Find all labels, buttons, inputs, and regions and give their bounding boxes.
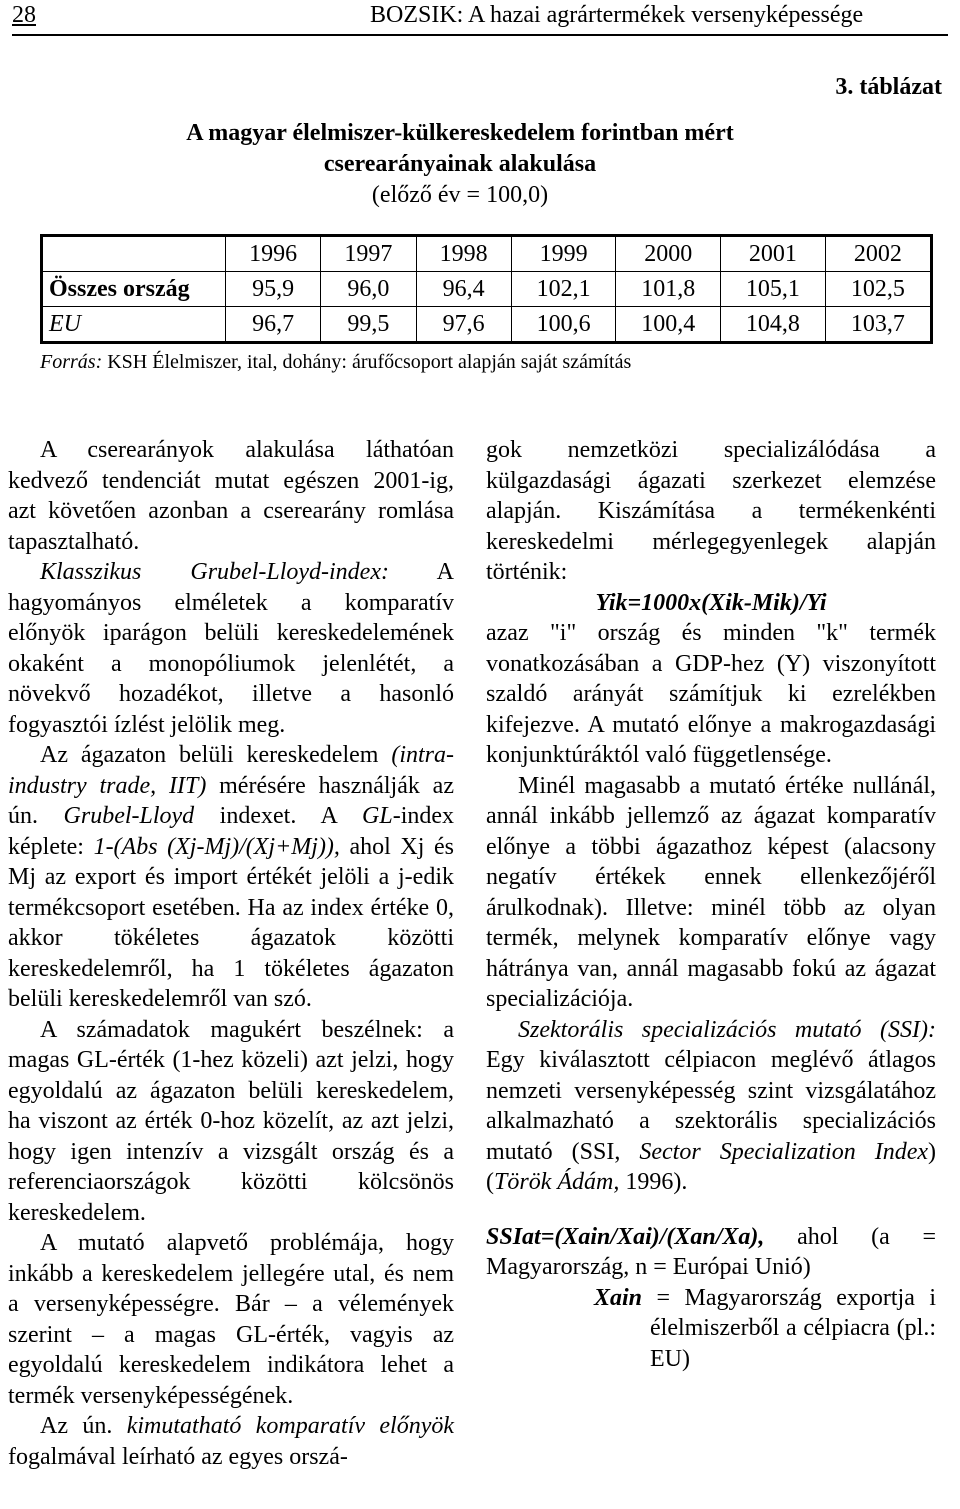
table-row bbox=[42, 307, 932, 343]
value-cell: 101,8 bbox=[616, 272, 721, 307]
value-cell: 95,9 bbox=[226, 272, 321, 307]
paragraph-text: Az ágazaton belüli kereskedelem bbox=[40, 742, 392, 768]
table-label: 3. táblázat bbox=[835, 74, 942, 100]
year-cell: 1998 bbox=[416, 236, 511, 272]
value-cell: 99,5 bbox=[321, 307, 416, 343]
paragraph-text: ) ( bbox=[486, 1138, 936, 1195]
source-label: Forrás: bbox=[40, 351, 103, 373]
citation-italic: Török Ádám, bbox=[494, 1169, 620, 1195]
year-cell: 2000 bbox=[616, 236, 721, 272]
paragraph-text: ahol Xj és Mj az export és import értékét jelöli a j-edik termékcsoport esetében. Ha az index értéke 0, akkor tökéletes ágazatok közötti kereskedelemről, ha 1 tökéletes ágazaton belüli kereskedelemről van szó. bbox=[8, 833, 455, 1012]
paragraph-text: ahol (a = Magyarország, n = Európai Unió) bbox=[486, 1223, 936, 1280]
term-italic: Klasszikus Grubel-Lloyd-index: bbox=[40, 559, 389, 585]
row-label-all-countries: Összes ország bbox=[42, 272, 226, 307]
paragraph: A cserearányok alakulása láthatóan kedvező tendenciát mutat egészen 2001-ig, azt követően azonban a cserearány romlása tapasztalható. bbox=[8, 437, 454, 555]
terms-of-trade-table bbox=[40, 234, 933, 344]
year-cell: 1999 bbox=[511, 236, 616, 272]
paragraph-text: 1996). bbox=[619, 1169, 688, 1195]
table-title-line3: (előző év = 100,0) bbox=[371, 182, 549, 208]
yik-formula: Yik=1000x(Xik-Mik)/Yi bbox=[595, 589, 827, 616]
xain-definition bbox=[486, 1283, 936, 1375]
paragraph: azaz "i" ország és minden "k" termék vonatkozásában a GDP-hez (Y) viszonyított szaldó arányát számítjuk ki ezrelékben kifejezve. A mutató előnye a makrogazdasági konjunktúráktól való függetlensége. bbox=[486, 620, 936, 768]
year-cell: 2002 bbox=[825, 236, 931, 272]
paragraph-text: Az ún. bbox=[40, 1413, 127, 1439]
value-cell: 96,0 bbox=[321, 272, 416, 307]
paragraph-text: indexet. A bbox=[194, 803, 363, 829]
term-italic: GL bbox=[362, 803, 393, 829]
paragraph: gok nemzetközi specializálódása a külgazdasági ágazati szerkezet elemzése alapján. Kiszámítása a termékenkénti kereskedelmi mérlegegyenlegek alapján történik: bbox=[486, 437, 936, 585]
paragraph: Minél magasabb a mutató értéke nullánál, annál inkább jellemző az ágazat komparatív előnye a többi ágazathoz képest (alacsony negatív értékek ennek ellenkezőjéről árulkodnak). Illetve: minél több az olyan termék, melynek komparatív előnye vagy hátránya van, annál magasabb fokú az ágazat specializációja. bbox=[486, 772, 936, 1012]
term-italic: Szektorális specializációs mutató (SSI): bbox=[518, 1016, 936, 1043]
paragraph-text: -index képlete: bbox=[8, 803, 455, 860]
table-corner-cell bbox=[42, 236, 226, 272]
year-cell: 1997 bbox=[321, 236, 416, 272]
table-row bbox=[42, 272, 932, 307]
value-cell: 100,6 bbox=[511, 307, 616, 343]
paragraph-text: = Magyarország exportja i élelmiszerből a célpiacra (pl.: EU) bbox=[642, 1284, 936, 1372]
paragraph-text: A hagyományos elméletek a komparatív előnyök iparágon belüli kereskedelemének okaként a monopóliumok jelenlétét, a növekvő hozadékot, illetve a hasonló fogyasztói ízlést jelölik meg. bbox=[8, 559, 454, 738]
ssi-formula: SSIat=(Xain/Xai)/(Xan/Xa), bbox=[486, 1223, 765, 1250]
right-column bbox=[486, 435, 936, 1374]
table-header-row bbox=[42, 236, 932, 272]
value-cell: 102,5 bbox=[825, 272, 931, 307]
value-cell: 102,1 bbox=[511, 272, 616, 307]
ssi-definition bbox=[486, 1222, 936, 1283]
paragraph-text: fogalmával leírható az egyes orszá- bbox=[8, 1443, 348, 1470]
source-text: KSH Élelmiszer, ital, dohány: árufőcsoport alapján saját számítás bbox=[107, 351, 632, 373]
value-cell: 105,1 bbox=[721, 272, 826, 307]
header-rule bbox=[12, 34, 948, 36]
table-title-line1: A magyar élelmiszer-külkereskedelem forintban mért bbox=[186, 120, 734, 146]
value-cell: 104,8 bbox=[721, 307, 826, 343]
value-cell: 97,6 bbox=[416, 307, 511, 343]
paragraph-text: mérésére használják az ún. bbox=[8, 772, 454, 829]
paragraph: A számadatok magukért beszélnek: a magas GL-érték (1-hez közeli) azt jelzi, hogy egyoldalú az ágazaton belüli kereskedelem, ha viszont az érték 0-hoz közelít, az azt jelzi, hogy igen intenzív a vizsgált ország és a referenciaországok közötti kölcsönös kereskedelem. bbox=[8, 1016, 454, 1226]
paragraph bbox=[8, 740, 454, 1015]
running-title: BOZSIK: A hazai agrártermékek versenyképessége bbox=[370, 2, 864, 28]
paragraph-text: Egy kiválasztott célpiacon meglévő átlagos nemzeti versenyképesség szint vizsgálatához alkalmazható a szektorális specializációs mutató (SSI, bbox=[486, 1047, 936, 1165]
value-cell: 96,7 bbox=[226, 307, 321, 343]
term-italic: Sector Specialization Index bbox=[639, 1138, 928, 1165]
xain-label: Xain bbox=[594, 1284, 643, 1311]
paragraph: A mutató alapvető problémája, hogy inkább a kereskedelem jellegére utal, és nem a versenyképességre. Bár – a vélemények szerint – a magas GL-érték, vagyis az egyoldalú kereskedelem indikátora lehet a termék versenyképességének. bbox=[8, 1230, 454, 1409]
paragraph bbox=[486, 1015, 936, 1198]
year-cell: 1996 bbox=[226, 236, 321, 272]
value-cell: 100,4 bbox=[616, 307, 721, 343]
term-italic: kimutatható komparatív előnyök bbox=[126, 1413, 455, 1439]
value-cell: 103,7 bbox=[825, 307, 931, 343]
term-italic: Grubel-Lloyd bbox=[63, 803, 195, 829]
table-title-line2: cserearányainak alakulása bbox=[323, 151, 597, 177]
page-number: 28 bbox=[12, 2, 36, 28]
paragraph bbox=[8, 1411, 454, 1472]
row-label-eu: EU bbox=[42, 307, 226, 343]
paragraph bbox=[8, 557, 454, 740]
table-source bbox=[40, 351, 631, 374]
gl-formula: 1-(Abs (Xj-Mj)/(Xj+Mj)), bbox=[93, 833, 340, 860]
value-cell: 96,4 bbox=[416, 272, 511, 307]
term-italic: (intra-industry trade, IIT) bbox=[8, 742, 454, 799]
left-column bbox=[8, 435, 454, 1472]
year-cell: 2001 bbox=[721, 236, 826, 272]
